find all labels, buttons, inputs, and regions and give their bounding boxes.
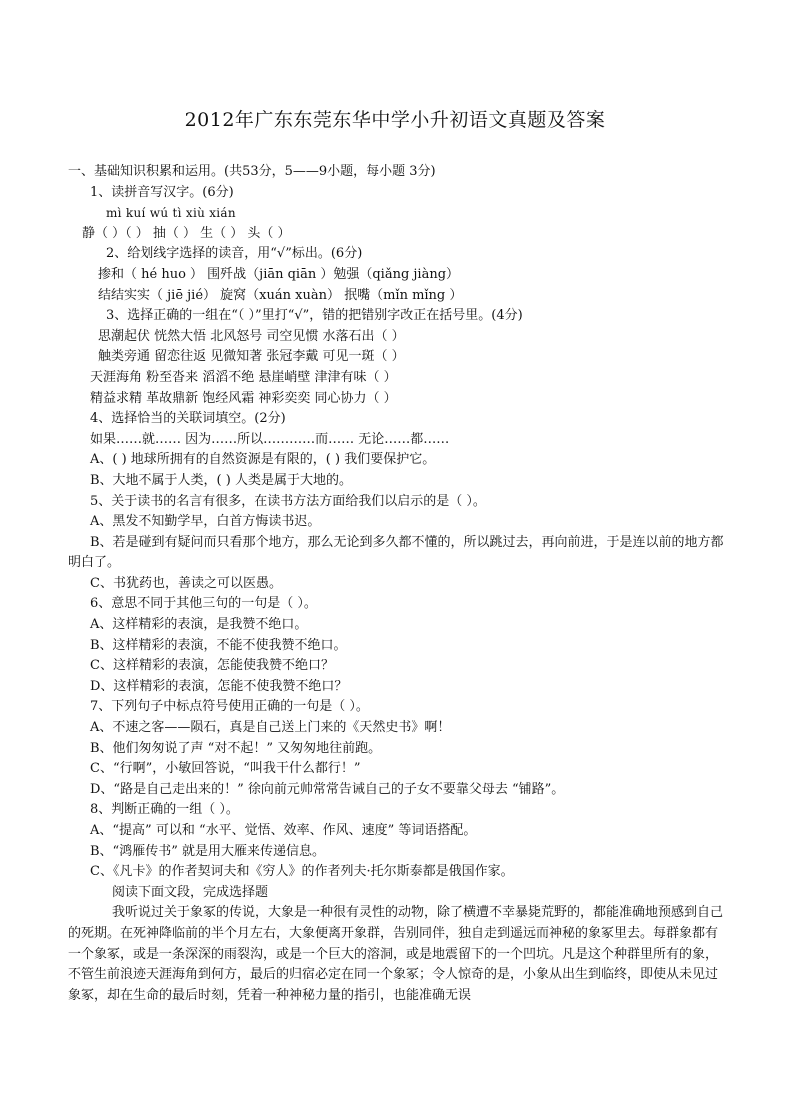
question-3-row-3: 天涯海角 粉至沓来 滔滔不绝 悬崖峭壁 津津有味（ ） (90, 369, 397, 385)
question-4-a: A、( ) 地球所拥有的自然资源是有限的，( ) 我们要保护它。 (90, 452, 436, 468)
document-title: 2012年广东东莞东华中学小升初语文真题及答案 (184, 109, 606, 131)
section-heading: 一、基础知识积累和运用。(共53分，5——9小题，每小题 3分) (68, 164, 436, 179)
question-3-row-2: 触类旁通 留恋往返 见微知著 张冠李戴 可见一斑（ ） (98, 349, 405, 365)
question-2-heading: 2、给划线字选择的读音，用“√”标出。(6分) (106, 246, 363, 262)
question-8-b: B、“鸿雁传书” 就是用大雁来传递信息。 (90, 843, 325, 859)
question-7-b: B、他们匆匆说了声 “对不起！” 又匆匆地往前跑。 (90, 740, 382, 756)
question-3-row-1: 思潮起伏 恍然大悟 北风怒号 司空见惯 水落石出（ ） (98, 328, 405, 344)
question-6-c: C、这样精彩的表演，怎能使我赞不绝口？ (90, 658, 334, 674)
question-3-row-4: 精益求精 革故鼎新 饱经风霜 神彩奕奕 同心协力（ ） (90, 390, 397, 406)
question-4-heading: 4、选择恰当的关联词填空。(2分) (90, 411, 286, 427)
question-7-a: A、不速之客——陨石，真是自己送上门来的《天然史书》啊！ (90, 720, 451, 736)
question-5-c: C、书犹药也，善读之可以医愚。 (90, 575, 282, 591)
question-6-d: D、这样精彩的表演，怎能不使我赞不绝口？ (90, 678, 348, 694)
document-body (68, 162, 728, 1006)
question-5-a: A、黑发不知勤学早，白首方悔读书迟。 (90, 514, 321, 530)
question-4-b: B、大地不属于人类，( ) 人类是属于大地的。 (90, 472, 352, 488)
question-4-options: 如果……就…… 因为……所以…………而…… 无论……都…… (90, 431, 450, 447)
question-8-c: C、《凡卡》的作者契诃夫和《穷人》的作者列夫·托尔斯泰都是俄国作家。 (90, 864, 514, 880)
question-6-heading: 6、意思不同于其他三句的一句是（ ）。 (90, 596, 317, 612)
question-6-a: A、这样精彩的表演，是我赞不绝口。 (90, 617, 308, 633)
question-8-a: A、“提高” 可以和 “水平、觉悟、效率、作风、速度” 等词语搭配。 (90, 823, 477, 838)
question-7-d: D、“路是自己走出来的！” 徐向前元帅常常告诫自己的子女不要靠父母去 “铺路”。 (90, 781, 565, 797)
question-7-heading: 7、下列句子中标点符号使用正确的一句是（ ）。 (90, 699, 369, 715)
question-8-heading: 8、判断正确的一组（ ）。 (90, 802, 239, 818)
question-5-heading: 5、关于读书的名言有很多，在读书方法方面给我们以启示的是（ ）。 (90, 493, 486, 509)
question-1-heading: 1、读拼音写汉字。(6分) (90, 184, 234, 200)
question-3-heading: 3、选择正确的一组在“（ ）”里打“√”，错的把错别字改正在括号里。(4分) (106, 308, 523, 324)
question-7-c: C、“行啊”，小敏回答说，“叫我干什么都行！” (90, 761, 361, 777)
question-5-b: B、若是碰到有疑问而只看那个地方，那么无论到多久都不懂的，所以跳过去，再向前进，于是连以前的地方都明白了。 (68, 534, 724, 571)
reading-passage: 我听说过关于象冢的传说，大象是一种很有灵性的动物，除了横遭不幸暴毙荒野的，都能准确地预感到自己的死期。在死神降临前的半个月左右，大象便离开象群，告别同伴，独自走到遥远而神秘的象冢里去。每群象都有一个象冢，或是一条深深的雨裂沟，或是一个巨大的溶洞，或是地震留下的一个凹坑。凡是这个种群里所有的象，不管生前浪迹天涯海角到何方，最后的归宿必定在同一个象冢；令人惊奇的是，小象从出生到临终，即使从未见过象冢，却在生命的最后时刻，凭着一种神秘力量的指引，也能准确无误 (68, 905, 724, 1003)
question-6-b: B、这样精彩的表演，不能不使我赞不绝口。 (90, 637, 347, 653)
question-2-line-2: 结结实实（ jiē jié） 旋窝（xuán xuàn） 抿嘴（mǐn mǐng ） (98, 287, 463, 303)
question-2-line-1: 掺和（ hé huo ） 围歼战（jiān qiān ）勉强（qiǎng jiàng） (98, 266, 460, 282)
question-1-blanks: 静（ ）（ ） 抽（ ） 生（ ） 头（ ） (82, 225, 291, 241)
question-1-pinyin: mì kuí wú tì xiù xián (106, 206, 236, 221)
reading-instruction: 阅读下面文段，完成选择题 (112, 884, 269, 900)
